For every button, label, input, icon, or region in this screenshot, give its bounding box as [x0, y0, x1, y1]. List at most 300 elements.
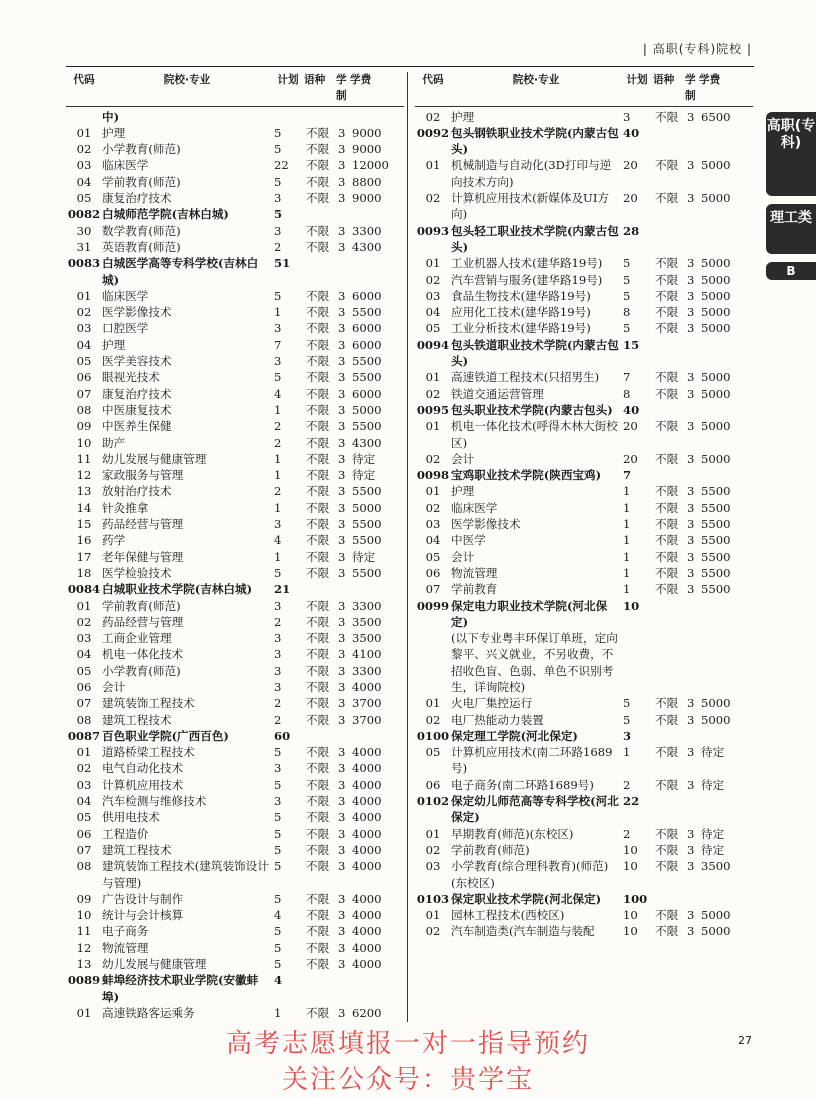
cell-lang: 不限	[306, 321, 330, 336]
cell-code: 11	[76, 924, 92, 939]
cell-plan: 3	[274, 631, 282, 646]
school-row	[66, 255, 404, 288]
cell-name: 医学美容技术	[102, 354, 172, 369]
cell-lang: 不限	[655, 386, 679, 401]
cell-fee: 待定	[352, 468, 376, 483]
cell-fee: 3500	[352, 631, 382, 646]
school-row	[415, 728, 753, 744]
cell-lang: 不限	[306, 337, 330, 352]
cell-fee: 5000	[701, 370, 731, 385]
major-row	[66, 663, 404, 679]
cell-code: 04	[76, 337, 92, 352]
cell-years: 3	[338, 386, 346, 401]
cell-plan: 4	[274, 533, 282, 548]
cell-fee: 待定	[352, 549, 376, 564]
cell-name: 保定职业技术学院(河北保定)	[451, 891, 602, 906]
cell-name: 放射治疗技术	[102, 484, 172, 499]
cell-name: 学前教育(师范)	[102, 174, 181, 189]
cell-fee: 9000	[352, 142, 382, 157]
cell-plan: 5	[274, 859, 282, 874]
cell-fee: 待定	[352, 451, 376, 466]
cell-years: 3	[338, 288, 346, 303]
major-row	[66, 516, 404, 532]
major-row	[415, 516, 753, 532]
major-row	[66, 614, 404, 630]
cell-plan: 5	[623, 288, 631, 303]
header-plan: 计划	[277, 74, 299, 86]
cell-code: 02	[425, 109, 441, 124]
cell-name: 保定幼儿师范高等专科学校(河北保定)	[451, 794, 619, 825]
cell-code: 02	[425, 386, 441, 401]
cell-fee: 5000	[701, 305, 731, 320]
cell-years: 3	[338, 891, 346, 906]
school-row	[415, 467, 753, 483]
cell-fee: 6000	[352, 337, 382, 352]
major-row	[415, 109, 753, 125]
header-code: 代码	[422, 74, 444, 86]
cell-name: (以下专业粤丰环保订单班，定向黎平、兴义就业，不另收费，不招收色盲、色弱、单色不识别考生，详询院校)	[451, 631, 618, 694]
header-lang: 语种	[653, 74, 675, 86]
cell-code: 15	[76, 517, 92, 532]
header-name: 院校·专业	[163, 74, 211, 86]
cell-code: 01	[76, 288, 92, 303]
major-row	[66, 500, 404, 516]
cell-name: 护理	[451, 109, 475, 124]
cell-name: 电子商务	[102, 924, 149, 939]
cell-fee: 6000	[352, 386, 382, 401]
major-row	[66, 223, 404, 239]
cell-code: 01	[425, 484, 441, 499]
cell-plan: 10	[623, 859, 638, 874]
cell-name: 老年保健与管理	[102, 549, 184, 564]
cell-fee: 4000	[352, 891, 382, 906]
cell-fee: 4000	[352, 940, 382, 955]
right-table-body	[415, 109, 753, 940]
cell-fee: 5000	[701, 158, 731, 173]
cell-code: 0103	[416, 891, 450, 906]
cell-lang: 不限	[306, 924, 330, 939]
major-row	[66, 842, 404, 858]
cell-name: 保定理工学院(河北保定)	[451, 728, 578, 743]
cell-lang: 不限	[306, 565, 330, 580]
cell-code: 0095	[416, 402, 450, 417]
cell-lang: 不限	[655, 533, 679, 548]
school-row	[415, 223, 753, 256]
cell-plan: 3	[274, 598, 282, 613]
cell-lang: 不限	[655, 696, 679, 711]
cell-code: 01	[76, 745, 92, 760]
cell-fee: 5000	[701, 908, 731, 923]
header-fee: 学费	[350, 74, 372, 86]
cell-lang: 不限	[306, 419, 330, 434]
cell-years: 3	[338, 842, 346, 857]
cell-lang: 不限	[655, 582, 679, 597]
cell-lang: 不限	[306, 696, 330, 711]
cell-years: 3	[687, 859, 695, 874]
cell-code: 06	[76, 370, 92, 385]
cell-code: 02	[425, 924, 441, 939]
cell-fee: 5500	[701, 517, 731, 532]
cell-fee: 3700	[352, 712, 382, 727]
cell-plan: 20	[623, 451, 638, 466]
cell-name: 临床医学	[102, 288, 149, 303]
cell-name: 火电厂集控运行	[451, 696, 533, 711]
cell-code: 01	[76, 125, 92, 140]
column-divider	[407, 72, 408, 1022]
cell-name: 高速铁路客运乘务	[102, 1005, 195, 1020]
cell-code: 02	[76, 142, 92, 157]
cell-name: 幼儿发展与健康管理	[102, 451, 207, 466]
cell-code: 06	[425, 565, 441, 580]
cell-years: 3	[338, 696, 346, 711]
cell-fee: 4000	[352, 679, 382, 694]
cell-code: 01	[425, 826, 441, 841]
cell-plan: 5	[274, 207, 283, 222]
cell-plan: 10	[623, 598, 640, 613]
cell-name: 包头轻工职业技术学院(内蒙古包头)	[451, 223, 619, 254]
cell-name: 白城师范学院(吉林白城)	[102, 207, 229, 222]
cell-code: 0098	[416, 468, 450, 483]
watermark-line-2: 关注公众号：贵学宝	[281, 1065, 534, 1095]
major-row	[66, 549, 404, 565]
cell-plan: 20	[623, 158, 638, 173]
cell-code: 07	[76, 696, 92, 711]
cell-name: 工业机器人技术(建华路19号)	[451, 256, 603, 271]
column-header	[415, 72, 753, 107]
cell-name: 汽车制造类(汽车制造与装配	[451, 924, 595, 939]
major-row	[66, 646, 404, 662]
cell-plan: 22	[274, 158, 289, 173]
cell-name: 铁道交通运营管理	[451, 386, 544, 401]
cell-code: 0082	[67, 207, 101, 222]
cell-lang: 不限	[306, 663, 330, 678]
cell-years: 3	[687, 745, 695, 760]
cell-fee: 5000	[701, 712, 731, 727]
cell-plan: 28	[623, 223, 640, 238]
major-row	[66, 386, 404, 402]
cell-years: 3	[338, 500, 346, 515]
cell-plan: 1	[623, 582, 631, 597]
cell-fee: 6000	[352, 321, 382, 336]
cell-years: 3	[338, 533, 346, 548]
cell-name: 蚌埠经济技术职业学院(安徽蚌埠)	[102, 973, 259, 1004]
cell-lang: 不限	[655, 109, 679, 124]
cell-years: 3	[687, 517, 695, 532]
cell-name: 计算机应用技术	[102, 777, 184, 792]
cell-years: 3	[338, 957, 346, 972]
cell-fee: 待定	[701, 826, 725, 841]
cell-code: 04	[76, 647, 92, 662]
cell-plan: 1	[623, 517, 631, 532]
cell-plan: 1	[274, 305, 282, 320]
cell-plan: 40	[623, 125, 640, 140]
cell-plan: 1	[623, 745, 631, 760]
cell-name: 会计	[451, 549, 475, 564]
cell-name: 数学教育(师范)	[102, 223, 181, 238]
cell-fee: 4000	[352, 924, 382, 939]
cell-years: 3	[338, 451, 346, 466]
side-tab-level: 高职(专科)	[766, 112, 816, 196]
cell-lang: 不限	[306, 957, 330, 972]
cell-name: 计算机应用技术(新媒体及UI方向)	[451, 191, 609, 222]
cell-name: 药学	[102, 533, 126, 548]
cell-plan: 5	[274, 174, 282, 189]
major-row	[415, 369, 753, 385]
major-row	[415, 190, 753, 223]
cell-lang: 不限	[655, 859, 679, 874]
cell-years: 3	[687, 826, 695, 841]
watermark	[0, 1026, 816, 1098]
cell-plan: 3	[274, 663, 282, 678]
watermark-line-1: 高考志愿填报一对一指导预约	[225, 1029, 590, 1059]
cell-plan: 3	[274, 321, 282, 336]
cell-plan: 10	[623, 908, 638, 923]
cell-fee: 4000	[352, 908, 382, 923]
cell-fee: 5000	[701, 386, 731, 401]
major-row	[66, 467, 404, 483]
cell-plan: 1	[623, 549, 631, 564]
cell-years: 3	[338, 859, 346, 874]
cell-code: 03	[425, 517, 441, 532]
cell-years: 3	[338, 239, 346, 254]
cell-fee: 5500	[701, 582, 731, 597]
cell-fee: 5500	[352, 305, 382, 320]
cell-name: 会计	[451, 451, 475, 466]
header-fee: 学费	[699, 74, 721, 86]
cell-fee: 6000	[352, 288, 382, 303]
cell-fee: 9000	[352, 191, 382, 206]
cell-lang: 不限	[306, 435, 330, 450]
cell-lang: 不限	[306, 484, 330, 499]
cell-plan: 2	[274, 435, 282, 450]
cell-name: 护理	[102, 125, 126, 140]
cell-plan: 5	[274, 370, 282, 385]
cell-plan: 8	[623, 386, 631, 401]
major-row	[415, 255, 753, 271]
cell-years: 3	[687, 191, 695, 206]
cell-lang: 不限	[655, 191, 679, 206]
cell-years: 3	[687, 924, 695, 939]
cell-code: 05	[76, 810, 92, 825]
major-row	[66, 125, 404, 141]
cell-lang: 不限	[306, 859, 330, 874]
major-row	[66, 288, 404, 304]
cell-name: 供用电技术	[102, 810, 160, 825]
cell-plan: 5	[274, 842, 282, 857]
cell-plan: 4	[274, 386, 282, 401]
cell-fee: 5000	[701, 191, 731, 206]
cell-fee: 4000	[352, 957, 382, 972]
cell-plan: 5	[274, 125, 282, 140]
major-row	[415, 451, 753, 467]
cell-lang: 不限	[655, 565, 679, 580]
cell-name: 百色职业学院(广西百色)	[102, 728, 229, 743]
cell-years: 3	[338, 940, 346, 955]
cell-code: 0102	[416, 794, 450, 809]
cell-years: 3	[338, 810, 346, 825]
cell-lang: 不限	[306, 517, 330, 532]
major-row	[66, 402, 404, 418]
cell-plan: 5	[623, 696, 631, 711]
cell-plan: 1	[274, 402, 282, 417]
cell-fee: 5500	[701, 500, 731, 515]
major-row	[66, 712, 404, 728]
cell-name: 白城医学高等专科学校(吉林白城)	[102, 256, 259, 287]
cell-years: 3	[338, 158, 346, 173]
cell-code: 01	[425, 370, 441, 385]
major-row	[415, 907, 753, 923]
cell-lang: 不限	[306, 810, 330, 825]
cell-name: 中)	[102, 109, 120, 124]
cell-plan: 1	[623, 500, 631, 515]
cell-lang: 不限	[655, 321, 679, 336]
cell-lang: 不限	[306, 891, 330, 906]
header-name: 院校·专业	[512, 74, 560, 86]
cell-fee: 待定	[701, 842, 725, 857]
major-row	[415, 157, 753, 190]
cell-code: 0094	[416, 337, 450, 352]
cell-name: 药品经营与管理	[102, 614, 184, 629]
cell-plan: 1	[274, 500, 282, 515]
cell-fee: 待定	[701, 745, 725, 760]
cell-years: 3	[338, 354, 346, 369]
cell-name: 保定电力职业技术学院(河北保定)	[451, 598, 608, 629]
cell-fee: 4300	[352, 239, 382, 254]
cell-code: 07	[76, 842, 92, 857]
cell-lang: 不限	[306, 761, 330, 776]
cell-lang: 不限	[306, 794, 330, 809]
major-row	[66, 907, 404, 923]
cell-years: 3	[338, 679, 346, 694]
cell-name: 计算机应用技术(南二环路1689号)	[451, 745, 613, 776]
school-row	[415, 793, 753, 826]
side-tab-category: 理工类	[766, 204, 816, 254]
cell-lang: 不限	[306, 745, 330, 760]
cell-years: 3	[687, 321, 695, 336]
school-row	[66, 206, 404, 222]
cell-years: 3	[338, 223, 346, 238]
cell-plan: 3	[623, 109, 631, 124]
cell-name: 学前教育(师范)	[451, 842, 530, 857]
cell-code: 05	[76, 354, 92, 369]
cell-code: 16	[76, 533, 92, 548]
cell-plan: 2	[274, 712, 282, 727]
cell-years: 3	[338, 484, 346, 499]
cell-years: 3	[338, 631, 346, 646]
cell-name: 中医养生保健	[102, 419, 172, 434]
cell-name: 医学检验技术	[102, 565, 172, 580]
cell-name: 园林工程技术(西校区)	[451, 908, 565, 923]
cell-lang: 不限	[306, 940, 330, 955]
cell-code: 01	[425, 419, 441, 434]
cell-plan: 40	[623, 402, 640, 417]
major-row	[66, 369, 404, 385]
cell-lang: 不限	[655, 484, 679, 499]
cell-code: 06	[425, 777, 441, 792]
major-row	[415, 304, 753, 320]
cell-lang: 不限	[655, 777, 679, 792]
cell-code: 13	[76, 484, 92, 499]
cell-plan: 3	[274, 223, 282, 238]
header-lang: 语种	[304, 74, 326, 86]
cell-years: 3	[338, 908, 346, 923]
cell-lang: 不限	[306, 614, 330, 629]
cell-fee: 5000	[352, 402, 382, 417]
cell-name: 统计与会计核算	[102, 908, 184, 923]
cell-name: 家政服务与管理	[102, 468, 184, 483]
school-row	[415, 598, 753, 631]
cell-years: 3	[687, 451, 695, 466]
cell-lang: 不限	[306, 451, 330, 466]
cell-fee: 5500	[701, 533, 731, 548]
cell-plan: 2	[274, 239, 282, 254]
cell-fee: 5000	[352, 500, 382, 515]
cell-plan: 5	[623, 321, 631, 336]
cell-years: 3	[687, 908, 695, 923]
school-row	[415, 125, 753, 158]
cell-years: 3	[338, 191, 346, 206]
cell-years: 3	[338, 305, 346, 320]
cell-code: 30	[76, 223, 92, 238]
major-row	[66, 809, 404, 825]
cell-name: 包头铁道职业技术学院(内蒙古包头)	[451, 337, 619, 369]
cell-name: 学前教育	[451, 582, 498, 597]
cell-plan: 10	[623, 842, 638, 857]
cell-fee: 4000	[352, 777, 382, 792]
cell-years: 3	[338, 321, 346, 336]
cell-code: 09	[76, 419, 92, 434]
cell-years: 3	[338, 761, 346, 776]
major-row	[415, 272, 753, 288]
cell-name: 广告设计与制作	[102, 891, 184, 906]
cell-plan: 5	[274, 745, 282, 760]
cell-fee: 3300	[352, 663, 382, 678]
cell-plan: 5	[274, 957, 282, 972]
cell-lang: 不限	[306, 386, 330, 401]
cell-plan: 21	[274, 582, 291, 597]
cell-name: 食品生物技术(建华路19号)	[451, 288, 591, 303]
cell-years: 3	[687, 582, 695, 597]
major-row	[415, 630, 753, 695]
cell-lang: 不限	[306, 370, 330, 385]
major-row	[415, 744, 753, 777]
cell-lang: 不限	[306, 223, 330, 238]
major-row	[66, 565, 404, 581]
cell-name: 会计	[102, 679, 126, 694]
cell-name: 英语教育(师范)	[102, 239, 181, 254]
cell-plan: 5	[274, 924, 282, 939]
major-row	[415, 500, 753, 516]
cell-plan: 5	[274, 288, 282, 303]
cell-plan: 3	[274, 191, 282, 206]
cell-code: 0099	[416, 598, 450, 613]
major-row	[66, 304, 404, 320]
cell-years: 3	[338, 663, 346, 678]
cell-code: 06	[76, 826, 92, 841]
cell-lang: 不限	[306, 533, 330, 548]
cell-lang: 不限	[655, 745, 679, 760]
cell-name: 建筑工程技术	[102, 712, 172, 727]
cell-name: 汽车营销与服务(建华路19号)	[451, 272, 603, 287]
cell-lang: 不限	[655, 288, 679, 303]
cell-code: 13	[76, 957, 92, 972]
cell-plan: 4	[274, 908, 282, 923]
cell-plan: 3	[274, 647, 282, 662]
cell-fee: 5500	[352, 517, 382, 532]
cell-plan: 2	[274, 614, 282, 629]
cell-lang: 不限	[655, 924, 679, 939]
cell-plan: 5	[274, 565, 282, 580]
